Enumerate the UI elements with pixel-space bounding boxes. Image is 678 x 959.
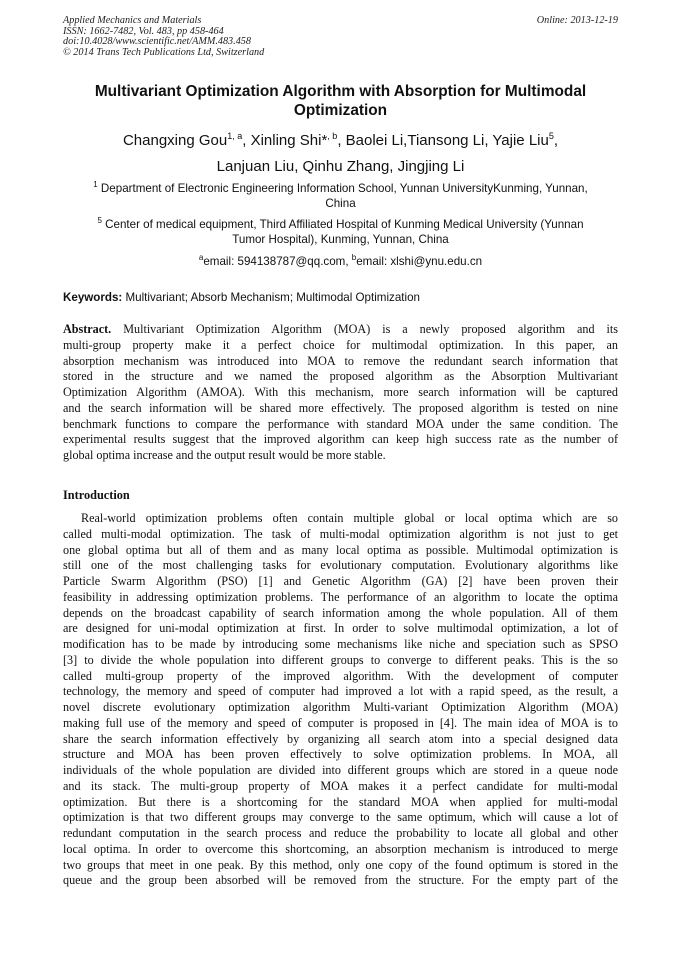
intro-line: redundant computation in the search process and reduce the probability to locate all global and other	[63, 826, 618, 840]
author-line-2: Lanjuan Liu, Qinhu Zhang, Jingjing Li	[216, 158, 465, 175]
abstract-line-text: Multivariant Optimization Algorithm (MOA) is a newly proposed algorithm and its	[111, 322, 618, 336]
keywords-text: Multivariant; Absorb Mechanism; Multimodal Optimization	[122, 291, 420, 304]
introduction-body	[63, 511, 618, 889]
keywords-label: Keywords:	[63, 291, 123, 304]
intro-line: two groups that meet in one peak. By this method, only one copy of the found optimum is stored in the	[63, 857, 618, 872]
intro-line: optimization. But there is a shortcoming for the standard MOA when applied for multi-modal	[63, 794, 618, 809]
abstract-line: benchmark functions to compare the performance with standard MOA under the same condition. The	[63, 416, 618, 431]
affiliation-5-line-2: Tumor Hospital), Kunming, Yunnan, China	[232, 233, 449, 246]
online-date: Online: 2013-12-19	[536, 15, 618, 26]
abstract-line: stored in the structure and we named the proposed algorithm as the Absorption Multivariant	[63, 369, 618, 384]
author-line-1-tail: ,	[553, 132, 559, 149]
affiliation-1-line-1: Department of Electronic Engineering Information School, Yunnan UniversityKunming, Yunnan,	[97, 182, 588, 195]
email-a-sup: a	[198, 253, 204, 262]
email-b: email: xlshi@ynu.edu.cn	[356, 255, 483, 268]
journal-header	[63, 16, 618, 58]
issn-line: ISSN: 1662-7482, Vol. 483, pp 458-464	[63, 25, 224, 37]
copyright-line: © 2014 Trans Tech Publications Ltd, Switzerland	[63, 46, 265, 58]
affiliation-5-sup: 5	[97, 216, 102, 225]
email-line	[63, 254, 618, 269]
author-list	[63, 128, 618, 180]
author-liu-sup: 5	[548, 131, 554, 141]
doi-line: doi:10.4028/www.scientific.net/AMM.483.458	[63, 36, 251, 48]
intro-line: modification has to be made by introducing some mechanisms like niche and speciation such as SPSO	[63, 637, 618, 651]
intro-line: and its stack. The multi-group property of MOA makes it a perfect candidate for multi-modal	[63, 778, 618, 793]
intro-line: still one of the most challenging tasks for evolutionary computation. Evolutionary algorithms like	[63, 558, 618, 573]
affiliation-1	[63, 181, 618, 211]
abstract-line: Optimization Algorithm (AMOA). With this mechanism, more search information will be captured	[63, 385, 618, 399]
abstract-line: multi-group property make it a perfect choice for multimodal optimization. In this paper, an	[63, 337, 618, 352]
intro-line: called multi-group property of the improved algorithm. With the development of computer	[63, 668, 618, 683]
intro-line: are designed for uni-modal optimization at first. In order to solve multimodal optimization, a lot of	[63, 621, 618, 636]
keywords	[63, 290, 618, 305]
intro-line: called multi-modal optimization. The task of multi-modal optimization algorithm is not just to get	[63, 526, 618, 541]
intro-line: local optima. In order to overcome this shortcoming, an absorption mechanism is introduced to merge	[63, 841, 618, 856]
abstract-line: global optima increase and the output result would be more stable.	[63, 448, 386, 462]
journal-name: Applied Mechanics and Materials	[63, 15, 202, 26]
affiliation-1-sup: 1	[93, 180, 98, 189]
author-shi: , Xinling Shi*	[242, 132, 328, 149]
intro-line: feasibility in addressing optimization problems. The performance of an algorithm to locate the optima	[63, 589, 618, 604]
affiliation-1-line-2: China	[325, 197, 356, 210]
introduction-heading: Introduction	[63, 488, 130, 502]
title-line-2: Optimization	[293, 102, 388, 119]
intro-line: one global optima but all of them and as many local optima as possible. Multimodal optimization is	[63, 542, 618, 557]
intro-line: share the search information effectively by organizing all search atom into a special designed data	[63, 731, 618, 746]
intro-line: technology, the memory and speed of computer had improved a lot with a rapid speed, as the result, a	[63, 684, 618, 699]
abstract-label: Abstract.	[63, 322, 112, 336]
email-b-sup: b	[351, 253, 357, 262]
abstract-line: absorption mechanism was introduced into MOA to remove the redundant search information that	[63, 353, 618, 368]
author-line-1	[63, 128, 618, 154]
author-shi-sup: , b	[327, 131, 338, 141]
abstract-line: experimental results suggest that the improved algorithm can keep high success rate as the number of	[63, 432, 618, 447]
email-a: email: 594138787@qq.com,	[203, 255, 352, 268]
abstract-line	[63, 322, 618, 338]
intro-line: novel discrete evolutionary optimization algorithm Multi-variant Optimization Algorithm (MOA)	[63, 700, 618, 714]
affiliation-5-line-1: Center of medical equipment, Third Affiliated Hospital of Kunming Medical University (Yunnan	[101, 218, 584, 231]
paper-title	[63, 82, 618, 120]
author-gou-sup: 1, a	[227, 131, 243, 141]
affiliation-5	[63, 217, 618, 247]
intro-line: Real-world optimization problems often contain multiple global or local optima which are so	[81, 511, 618, 525]
intro-line: depends on the broadcast capability of search information among the whole population. All of them	[63, 605, 618, 620]
intro-line: making full use of the memory and speed of computer is proposed in [4]. The main idea of MOA is to	[63, 715, 618, 730]
abstract	[63, 322, 618, 464]
intro-line: optimization is that two different groups may converge to the same optimum, which will cause a lot of	[63, 810, 618, 825]
intro-line: queue and the group been absorbed will be removed from the structure. For the empty part of the	[63, 873, 618, 888]
intro-line: Particle Swarm Algorithm (PSO) [1] and Genetic Algorithm (GA) [2] have been proven their	[63, 574, 618, 588]
author-others: , Baolei Li,Tiansong Li, Yajie Liu	[337, 132, 549, 149]
title-line-1: Multivariant Optimization Algorithm with Absorption for Multimodal	[94, 83, 587, 100]
abstract-line: and the search information will be shared more effectively. The proposed algorithm is tested on nine	[63, 400, 618, 415]
intro-line: individuals of the whole population are divided into different groups which are stored in a queue node	[63, 763, 618, 777]
author-gou: Changxing Gou	[122, 132, 228, 149]
intro-line: structure and MOA has been proven effectively to solve optimization problems. In MOA, all	[63, 747, 618, 762]
intro-line: [3] to divide the whole population into different groups to converge to different peaks. This is the so	[63, 652, 618, 667]
